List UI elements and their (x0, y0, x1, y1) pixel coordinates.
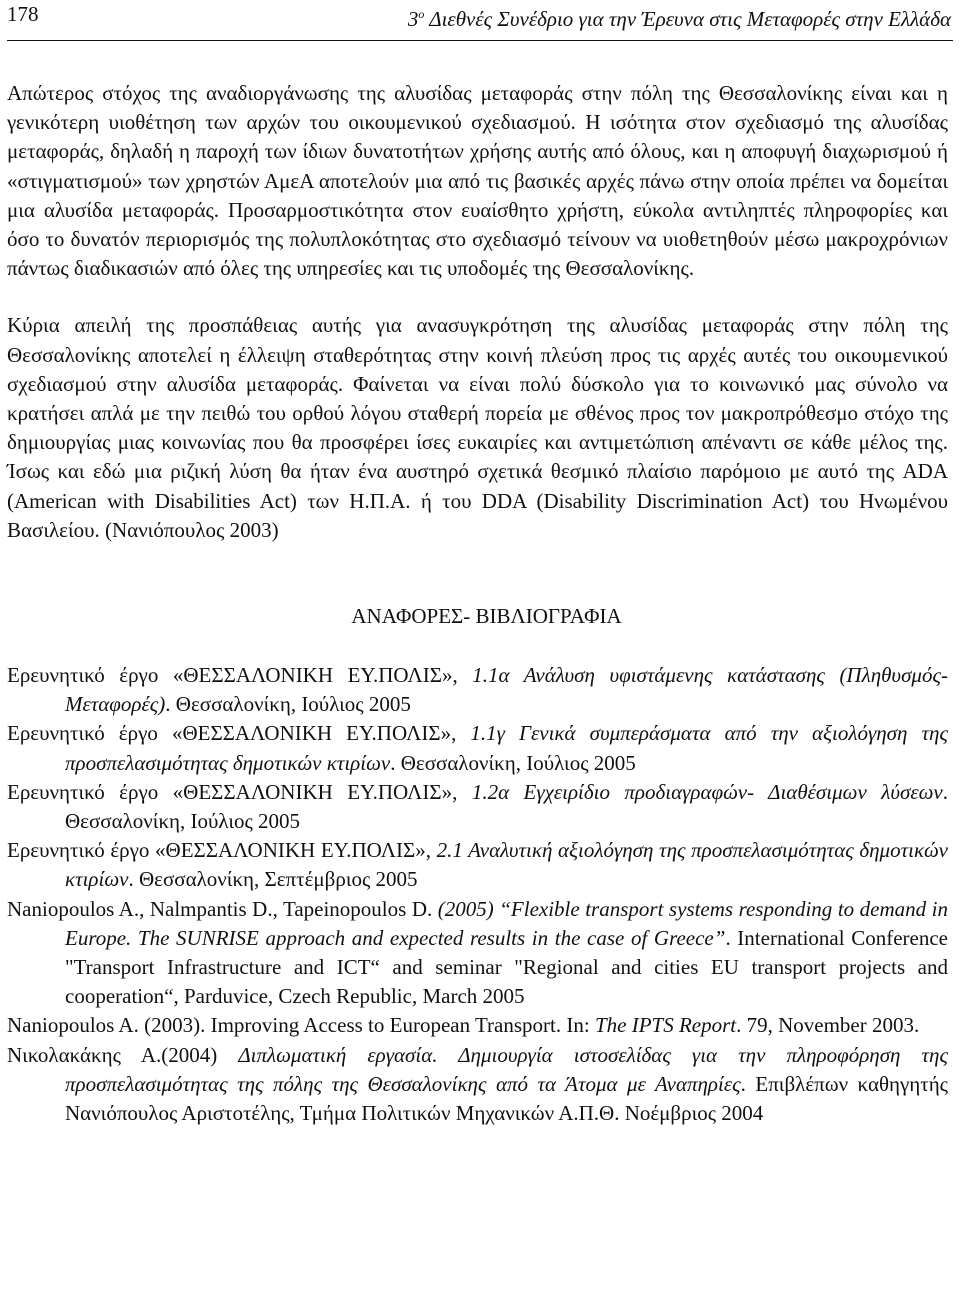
reference-title: 1.2α Εγχειρίδιο προδιαγραφών- Διαθέσιμων λύσεων (471, 779, 943, 804)
reference-text: Naniopoulos A. (2003). Improving Access to European Transport. In: (7, 1013, 595, 1038)
body-paragraph: Απώτερος στόχος της αναδιοργάνωσης της αλυσίδας μεταφοράς στην πόλη της Θεσσαλονίκης είναι και η γενικότερη υιοθέτηση των αρχών του οικουμενικού σχεδιασμού. Η ισότητα στον σχεδιασμό της αλυσίδας μεταφοράς, δηλαδή η παροχή των ίδιων δυνατοτήτων χρήσης αυτής από όλους, και η αποφυγή διαχωρισμού ή «στιγματισμού» των χρηστών ΑμεΑ αποτελούν μια από τις βασικές αρχές πάνω στην οποία πρέπει να δομείται μια αλυσίδα μεταφοράς. Προσαρμοστικότητα στον ευαίσθητο χρήστη, εύκολα αντιληπτές πληροφορίες και όσο το δυνατόν περιορισμός της πολυπλοκότητας στο σχεδιασμό τείνουν να υιοθετηθούν μέσω μακροχρόνιων πάντως διαδικασιών από όλες της υπηρεσίες και τις υποδομές της Θεσσαλονίκης. (7, 81, 948, 281)
reference-title: (2005) “Flexible transport systems responding to demand in Europe. The SUNRISE approach and expected results in the case of Greece” (65, 896, 948, 950)
reference-text: Naniopoulos A., Nalmpantis D., Tapeinopoulos D. (7, 896, 438, 921)
reference-text: Ερευνητικό έργο «ΘΕΣΣΑΛΟΝΙΚΗ ΕΥ.ΠΟΛΙΣ», (7, 779, 472, 804)
reference-text: . Θεσσαλονίκη, Σεπτέμβριος 2005 (128, 867, 418, 892)
reference-text: . Επιβλέπων καθηγητής Νανιόπουλος Αριστοτέλης, Τμήμα Πολιτικών Μηχανικών Α.Π.Θ. Νοέμβριος 2004 (65, 1071, 948, 1126)
reference-text: . 79, November 2003. (736, 1013, 920, 1038)
references-list (7, 661, 948, 1128)
reference-item (7, 895, 948, 1012)
reference-title: 1.1α Ανάλυση υφιστάμενης κατάστασης (Πληθυσμός- Μεταφορές) (65, 663, 948, 717)
reference-item (7, 661, 948, 719)
running-title-prefix: 3 (407, 7, 419, 31)
body-paragraph: Κύρια απειλή της προσπάθειας αυτής για ανασυγκρότηση της αλυσίδας μεταφοράς στην πόλη της Θεσσαλονίκης αποτελεί η έλλειψη σταθερότητας στην κοινή πλεύση προς τις αρχές αυτές του οικουμενικού σχεδιασμού στην αλυσίδα μεταφοράς. Φαίνεται να είναι πολύ δύσκολο για το κοινωνικό μας σύνολο να κρατήσει απλά με την πειθώ του ορθού λόγου σταθερή πορεία με σθένος προς τον μακροπρόθεσμο στόχο της δημιουργίας μιας κοινωνίας που θα προσφέρει ίσες ευκαιρίες και αντιμετώπιση απέναντι σε κάθε μέλος της. Ίσως και εδώ μια ριζική λύση θα ήταν ένα αυστηρό σχετικά θεσμικό πλαίσιο παρόμοιο με αυτό της ADA (American with Disabilities Act) των Η.Π.Α. ή του DDA (Disability Discrimination Act) του Ηνωμένου Βασιλείου. (Νανιόπουλος 2003) (7, 313, 948, 542)
reference-text: . International Conference "Transport Infrastructure and ICT“ and seminar "Regional and cities EU transport projects and cooperation“, Parduvice, Czech Republic, March 2005 (65, 925, 948, 1009)
reference-text: Ερευνητικό έργο «ΘΕΣΣΑΛΟΝΙΚΗ ΕΥ.ΠΟΛΙΣ», (7, 838, 437, 863)
reference-item (7, 719, 948, 777)
reference-title: 2.1 Αναλυτική αξιολόγηση της προσπελασιμότητας δημοτικών κτιρίων (65, 838, 948, 892)
running-title-rest: Διεθνές Συνέδριο για την Έρευνα στις Μεταφορές στην Ελλάδα (424, 7, 951, 31)
page-header (7, 0, 953, 41)
reference-text: . Θεσσαλονίκη, Ιούλιος 2005 (390, 750, 636, 775)
reference-text: Νικολακάκης Α.(2004) (7, 1042, 239, 1067)
reference-title: Διπλωματική εργασία. Δημιουργία ιστοσελίδας για την πληροφόρηση της προσπελασιμότητας της πόλης της Θεσσαλονίκης από τα Άτομα με Αναπηρίες (65, 1042, 948, 1096)
reference-item (7, 1011, 948, 1040)
reference-text: . Θεσσαλονίκη, Ιούλιος 2005 (165, 692, 411, 717)
reference-text: Ερευνητικό έργο «ΘΕΣΣΑΛΟΝΙΚΗ ΕΥ.ΠΟΛΙΣ», (7, 663, 473, 688)
page-number: 178 (7, 2, 39, 26)
references-heading: ΑΝΑΦΟΡΕΣ- ΒΙΒΛΙΟΓΡΑΦΙΑ (351, 604, 622, 629)
reference-item (7, 1041, 948, 1129)
reference-item (7, 778, 948, 836)
reference-title: 1.1γ Γενικά συμπεράσματα από την αξιολόγηση της προσπελασιμότητας δημοτικών κτιρίων (65, 721, 948, 775)
running-title-sup: ο (418, 7, 425, 21)
reference-text: Ερευνητικό έργο «ΘΕΣΣΑΛΟΝΙΚΗ ΕΥ.ΠΟΛΙΣ», (7, 721, 471, 746)
running-title (408, 0, 951, 33)
reference-text: . Θεσσαλονίκη, Ιούλιος 2005 (65, 779, 948, 834)
document-body (7, 79, 948, 1128)
reference-title: The IPTS Report (594, 1013, 737, 1038)
reference-item (7, 836, 948, 894)
